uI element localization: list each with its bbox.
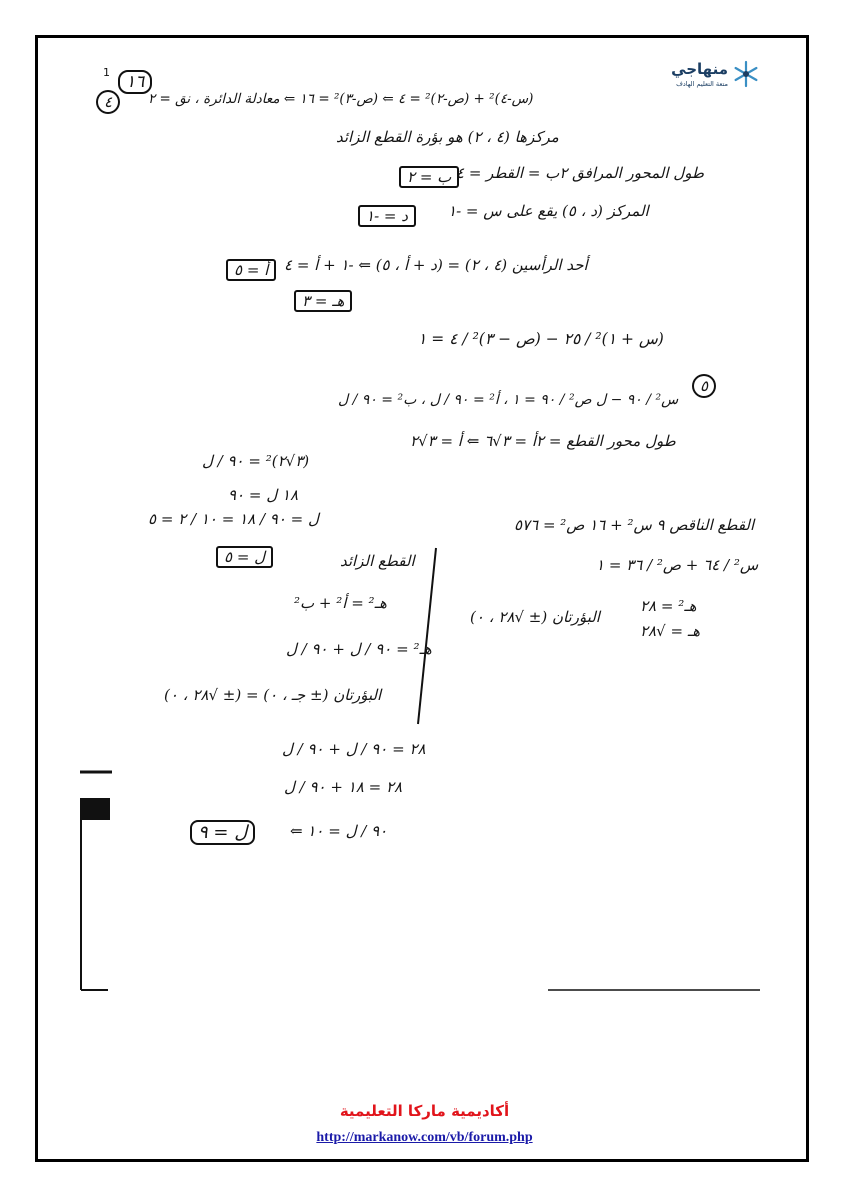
circle-equation-line: (س-٤)² + (ص-٢)² = ٤ ⇐ (ص-٣)² = ١٦ ⇐ معادلة الدائرة ، نق = ٢: [148, 91, 534, 107]
result-l5-box: ل = ٥: [216, 546, 273, 568]
footer-academy-name: أكاديمية ماركا التعليمية: [339, 1102, 510, 1120]
equate-line: ٢٨ = ٩٠ / ل + ٩٠ / ل: [282, 740, 426, 758]
hyperbola-foci-line: البؤرتان (± جـ ، ٠) = (± √٢٨ ، ٠): [164, 686, 382, 704]
center-focus-line: مركزها (٤ ، ٢) هو بؤرة القطع الزائد: [336, 128, 559, 146]
hyperbola-heading: القطع الزائد: [340, 552, 415, 570]
result-b-box: ب = ٢: [399, 166, 459, 188]
final-solve-line: ٩٠ / ل = ١٠ ⇐: [290, 822, 388, 840]
transverse-axis-line: طول محور القطع = ٢أ = ٣√٦ ⇐ أ = ٣√٢: [410, 432, 676, 450]
solve-l-line: ل = ٩٠ / ١٨ = ١٠ / ٢ = ٥: [148, 510, 319, 528]
page-number: 1: [103, 66, 110, 79]
question-5-marker: ٥: [692, 374, 716, 398]
result-l9-box: ل = ٩: [190, 820, 255, 845]
result-a-box: أ = ٥: [226, 259, 276, 281]
square-equation-line: (٣√٢)² = ٩٠ / ل: [202, 452, 310, 470]
ellipse-foci-line: البؤرتان (± √٢٨ ، ٠): [470, 608, 600, 626]
conjugate-axis-line: طول المحور المرافق ٢ب = القطر = ٤: [456, 164, 704, 182]
question-4-marker: ٤: [96, 90, 120, 114]
result-h-box: هـ = ٣: [294, 290, 352, 312]
vertex-line: أحد الرأسين (٤ ، ٢) = (د + أ ، ٥) ⇐ -١ + أ = ٤: [284, 256, 588, 274]
product-line: ١٨ ل = ٩٠: [228, 486, 299, 504]
result-d-box: د = -١: [358, 205, 416, 227]
ellipse-equation-line: القطع الناقص ٩ س² + ١٦ ص² = ٥٧٦: [514, 516, 755, 534]
logo-name: منهاجي: [671, 60, 728, 78]
ellipse-c-squared-line: هـ² = ٢٨: [640, 597, 697, 615]
boxed-page-label: ١٦: [118, 70, 152, 94]
footer-forum-link[interactable]: http://markanow.com/vb/forum.php: [316, 1130, 533, 1145]
hyperbola-c-squared-line: هـ² = ٩٠ / ل + ٩٠ / ل: [286, 640, 432, 658]
hyperbola-relation-line: هـ² = أ² + ب²: [294, 594, 387, 612]
center-line: المركز (د ، ٥) يقع على س = -١: [448, 202, 649, 220]
logo-tagline: متعة التعليم الهادف: [676, 80, 728, 88]
hyperbola-equation-line: (س + ١)² / ٢٥ − (ص − ٣)² / ٤ = ١: [418, 330, 664, 348]
ellipse-standard-line: س² / ٦٤ + ص² / ٣٦ = ١: [596, 556, 759, 574]
ellipse-c-line: هـ = √٢٨: [640, 622, 701, 640]
standard-form-line: س² / ٩٠ − ل ص² / ٩٠ = ١ ، أ² = ٩٠ / ل ، ب² = ٩٠ / ل: [338, 392, 679, 408]
simplify-line: ٢٨ = ١٨ + ٩٠ / ل: [284, 778, 403, 796]
